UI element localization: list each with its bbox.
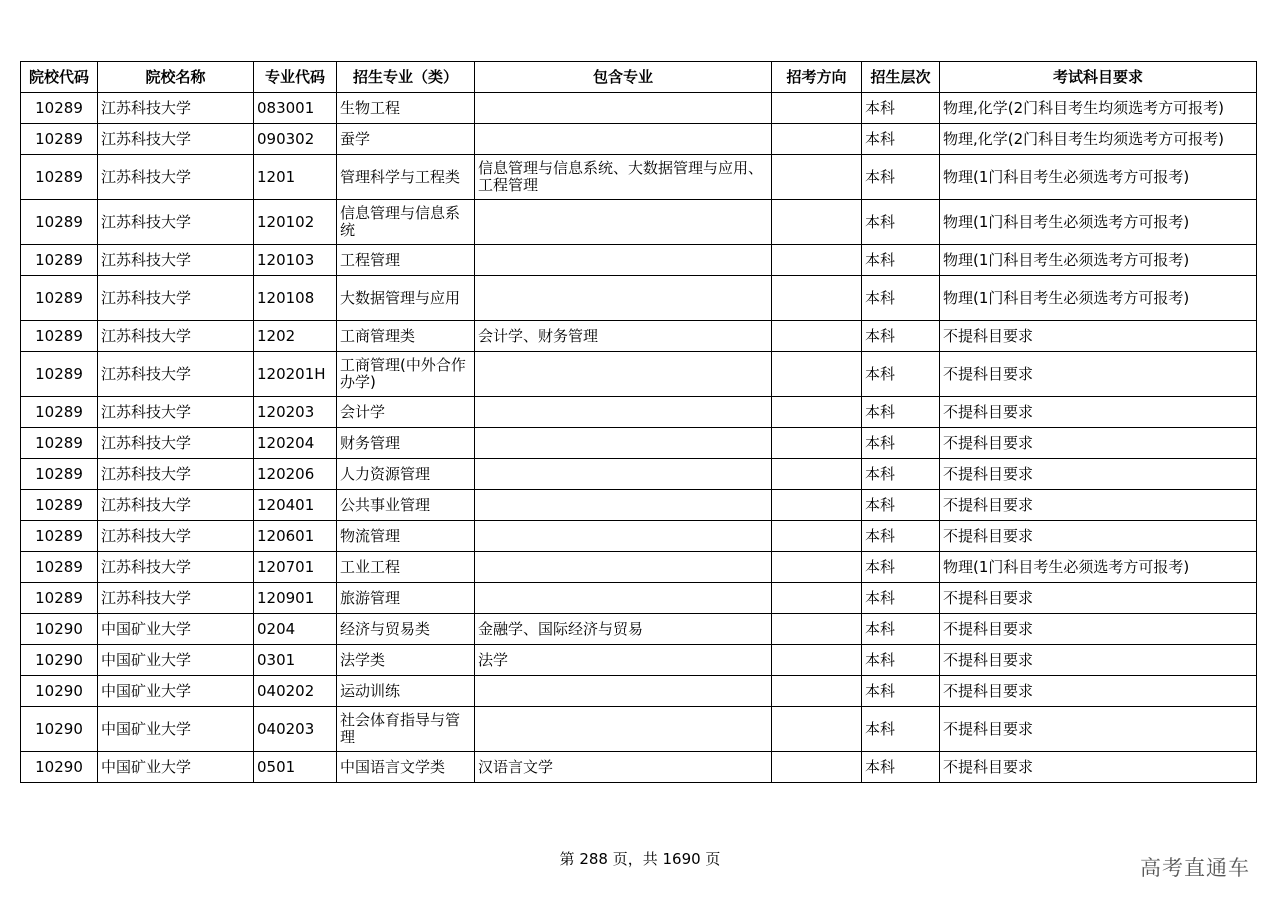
table-row (21, 245, 1257, 276)
table-row (21, 93, 1257, 124)
cell-direction (772, 645, 862, 676)
table-row (21, 124, 1257, 155)
cell-includes (475, 428, 772, 459)
page-number-text: 第 288 页，共 1690 页 (559, 850, 721, 868)
cell-direction (772, 459, 862, 490)
cell-direction (772, 676, 862, 707)
cell-major: 法学类 (337, 645, 475, 676)
table-row (21, 645, 1257, 676)
cell-level: 本科 (862, 124, 940, 155)
cell-school-code: 10289 (21, 428, 98, 459)
cell-school-name: 江苏科技大学 (98, 321, 254, 352)
cell-major: 大数据管理与应用 (337, 276, 475, 321)
cell-requirement: 不提科目要求 (940, 614, 1257, 645)
cell-includes (475, 245, 772, 276)
cell-major-code: 120201H (254, 352, 337, 397)
cell-level: 本科 (862, 490, 940, 521)
cell-major-code: 0301 (254, 645, 337, 676)
cell-major-code: 120103 (254, 245, 337, 276)
table-row (21, 614, 1257, 645)
cell-school-name: 江苏科技大学 (98, 583, 254, 614)
cell-major-code: 0501 (254, 752, 337, 783)
cell-direction (772, 352, 862, 397)
table-row (21, 752, 1257, 783)
cell-requirement: 不提科目要求 (940, 459, 1257, 490)
table-row (21, 155, 1257, 200)
admissions-table (20, 61, 1257, 783)
cell-major: 旅游管理 (337, 583, 475, 614)
cell-requirement: 不提科目要求 (940, 676, 1257, 707)
cell-school-code: 10289 (21, 490, 98, 521)
cell-major-code: 040202 (254, 676, 337, 707)
cell-school-name: 中国矿业大学 (98, 707, 254, 752)
cell-direction (772, 583, 862, 614)
cell-major: 运动训练 (337, 676, 475, 707)
cell-direction (772, 428, 862, 459)
cell-level: 本科 (862, 93, 940, 124)
cell-direction (772, 552, 862, 583)
cell-major-code: 120108 (254, 276, 337, 321)
cell-school-code: 10289 (21, 276, 98, 321)
cell-includes (475, 93, 772, 124)
cell-major-code: 120901 (254, 583, 337, 614)
cell-major-code: 120102 (254, 200, 337, 245)
header-requirement: 考试科目要求 (940, 62, 1257, 93)
cell-school-name: 中国矿业大学 (98, 676, 254, 707)
cell-direction (772, 200, 862, 245)
cell-school-code: 10289 (21, 552, 98, 583)
watermark-text: 高考直通车 (1140, 856, 1250, 880)
cell-level: 本科 (862, 276, 940, 321)
header-level: 招生层次 (862, 62, 940, 93)
table-row (21, 428, 1257, 459)
cell-school-name: 江苏科技大学 (98, 352, 254, 397)
cell-major: 公共事业管理 (337, 490, 475, 521)
cell-school-name: 江苏科技大学 (98, 459, 254, 490)
cell-level: 本科 (862, 155, 940, 200)
cell-requirement: 物理,化学(2门科目考生均须选考方可报考) (940, 93, 1257, 124)
cell-includes (475, 490, 772, 521)
cell-level: 本科 (862, 459, 940, 490)
cell-level: 本科 (862, 707, 940, 752)
table-row (21, 676, 1257, 707)
header-includes: 包含专业 (475, 62, 772, 93)
cell-school-code: 10289 (21, 583, 98, 614)
header-major: 招生专业（类） (337, 62, 475, 93)
cell-major: 生物工程 (337, 93, 475, 124)
cell-direction (772, 245, 862, 276)
cell-requirement: 物理(1门科目考生必须选考方可报考) (940, 245, 1257, 276)
cell-includes (475, 676, 772, 707)
cell-school-name: 中国矿业大学 (98, 645, 254, 676)
cell-major-code: 1202 (254, 321, 337, 352)
cell-direction (772, 124, 862, 155)
cell-requirement: 不提科目要求 (940, 583, 1257, 614)
cell-major-code: 120204 (254, 428, 337, 459)
cell-major-code: 0204 (254, 614, 337, 645)
cell-requirement: 不提科目要求 (940, 397, 1257, 428)
cell-major-code: 090302 (254, 124, 337, 155)
cell-school-name: 江苏科技大学 (98, 276, 254, 321)
cell-level: 本科 (862, 428, 940, 459)
cell-requirement: 不提科目要求 (940, 490, 1257, 521)
cell-major-code: 1201 (254, 155, 337, 200)
cell-includes (475, 552, 772, 583)
cell-school-name: 江苏科技大学 (98, 124, 254, 155)
cell-school-code: 10289 (21, 124, 98, 155)
cell-major: 人力资源管理 (337, 459, 475, 490)
cell-requirement: 不提科目要求 (940, 521, 1257, 552)
cell-direction (772, 155, 862, 200)
cell-direction (772, 321, 862, 352)
cell-requirement: 物理(1门科目考生必须选考方可报考) (940, 276, 1257, 321)
cell-major: 物流管理 (337, 521, 475, 552)
cell-requirement: 物理(1门科目考生必须选考方可报考) (940, 552, 1257, 583)
table-row (21, 707, 1257, 752)
cell-major: 财务管理 (337, 428, 475, 459)
cell-school-name: 江苏科技大学 (98, 397, 254, 428)
cell-requirement: 不提科目要求 (940, 428, 1257, 459)
cell-level: 本科 (862, 397, 940, 428)
cell-major-code: 120601 (254, 521, 337, 552)
cell-level: 本科 (862, 321, 940, 352)
table-row (21, 490, 1257, 521)
cell-level: 本科 (862, 200, 940, 245)
header-school-code: 院校代码 (21, 62, 98, 93)
cell-direction (772, 397, 862, 428)
cell-school-code: 10290 (21, 645, 98, 676)
cell-school-code: 10289 (21, 155, 98, 200)
cell-school-code: 10290 (21, 752, 98, 783)
cell-includes (475, 521, 772, 552)
header-row (21, 62, 1257, 93)
page-footer (0, 848, 1280, 869)
cell-level: 本科 (862, 245, 940, 276)
cell-school-code: 10290 (21, 614, 98, 645)
cell-school-name: 江苏科技大学 (98, 521, 254, 552)
cell-level: 本科 (862, 352, 940, 397)
cell-includes: 金融学、国际经济与贸易 (475, 614, 772, 645)
table-row (21, 459, 1257, 490)
cell-major-code: 120701 (254, 552, 337, 583)
cell-major-code: 083001 (254, 93, 337, 124)
cell-level: 本科 (862, 614, 940, 645)
header-direction: 招考方向 (772, 62, 862, 93)
cell-school-name: 江苏科技大学 (98, 490, 254, 521)
cell-level: 本科 (862, 676, 940, 707)
cell-level: 本科 (862, 552, 940, 583)
cell-direction (772, 614, 862, 645)
table-body (21, 93, 1257, 783)
cell-direction (772, 707, 862, 752)
cell-school-code: 10289 (21, 200, 98, 245)
table-row (21, 397, 1257, 428)
cell-school-code: 10289 (21, 521, 98, 552)
table-row (21, 521, 1257, 552)
cell-includes (475, 707, 772, 752)
table-row (21, 321, 1257, 352)
cell-school-name: 中国矿业大学 (98, 752, 254, 783)
cell-includes (475, 276, 772, 321)
cell-level: 本科 (862, 583, 940, 614)
cell-major: 工商管理类 (337, 321, 475, 352)
cell-major: 工程管理 (337, 245, 475, 276)
cell-school-code: 10290 (21, 676, 98, 707)
cell-requirement: 不提科目要求 (940, 752, 1257, 783)
table-row (21, 552, 1257, 583)
cell-school-name: 江苏科技大学 (98, 245, 254, 276)
cell-major-code: 040203 (254, 707, 337, 752)
cell-requirement: 物理,化学(2门科目考生均须选考方可报考) (940, 124, 1257, 155)
cell-school-code: 10289 (21, 352, 98, 397)
cell-includes: 会计学、财务管理 (475, 321, 772, 352)
cell-requirement: 不提科目要求 (940, 352, 1257, 397)
cell-major: 管理科学与工程类 (337, 155, 475, 200)
cell-school-name: 江苏科技大学 (98, 200, 254, 245)
cell-direction (772, 93, 862, 124)
cell-school-code: 10289 (21, 321, 98, 352)
cell-major: 工业工程 (337, 552, 475, 583)
cell-includes (475, 124, 772, 155)
cell-school-code: 10289 (21, 459, 98, 490)
table-row (21, 276, 1257, 321)
cell-includes (475, 352, 772, 397)
cell-school-name: 江苏科技大学 (98, 428, 254, 459)
cell-major: 会计学 (337, 397, 475, 428)
cell-school-code: 10289 (21, 93, 98, 124)
cell-includes (475, 583, 772, 614)
cell-includes (475, 397, 772, 428)
cell-major-code: 120401 (254, 490, 337, 521)
cell-level: 本科 (862, 752, 940, 783)
cell-major: 中国语言文学类 (337, 752, 475, 783)
cell-requirement: 不提科目要求 (940, 707, 1257, 752)
cell-major: 工商管理(中外合作办学) (337, 352, 475, 397)
table-row (21, 583, 1257, 614)
cell-includes (475, 200, 772, 245)
cell-includes: 汉语言文学 (475, 752, 772, 783)
cell-requirement: 不提科目要求 (940, 645, 1257, 676)
table-row (21, 200, 1257, 245)
cell-level: 本科 (862, 521, 940, 552)
cell-requirement: 物理(1门科目考生必须选考方可报考) (940, 200, 1257, 245)
cell-direction (772, 752, 862, 783)
cell-major-code: 120206 (254, 459, 337, 490)
cell-direction (772, 521, 862, 552)
cell-includes (475, 459, 772, 490)
header-school-name: 院校名称 (98, 62, 254, 93)
table-row (21, 352, 1257, 397)
cell-major: 蚕学 (337, 124, 475, 155)
cell-direction (772, 490, 862, 521)
header-major-code: 专业代码 (254, 62, 337, 93)
cell-includes: 信息管理与信息系统、大数据管理与应用、工程管理 (475, 155, 772, 200)
cell-school-code: 10289 (21, 245, 98, 276)
cell-major-code: 120203 (254, 397, 337, 428)
cell-major: 信息管理与信息系统 (337, 200, 475, 245)
cell-school-name: 江苏科技大学 (98, 93, 254, 124)
cell-school-code: 10289 (21, 397, 98, 428)
cell-direction (772, 276, 862, 321)
cell-includes: 法学 (475, 645, 772, 676)
cell-school-code: 10290 (21, 707, 98, 752)
cell-level: 本科 (862, 645, 940, 676)
cell-major: 社会体育指导与管理 (337, 707, 475, 752)
cell-requirement: 不提科目要求 (940, 321, 1257, 352)
cell-requirement: 物理(1门科目考生必须选考方可报考) (940, 155, 1257, 200)
cell-school-name: 江苏科技大学 (98, 155, 254, 200)
cell-school-name: 江苏科技大学 (98, 552, 254, 583)
cell-major: 经济与贸易类 (337, 614, 475, 645)
cell-school-name: 中国矿业大学 (98, 614, 254, 645)
